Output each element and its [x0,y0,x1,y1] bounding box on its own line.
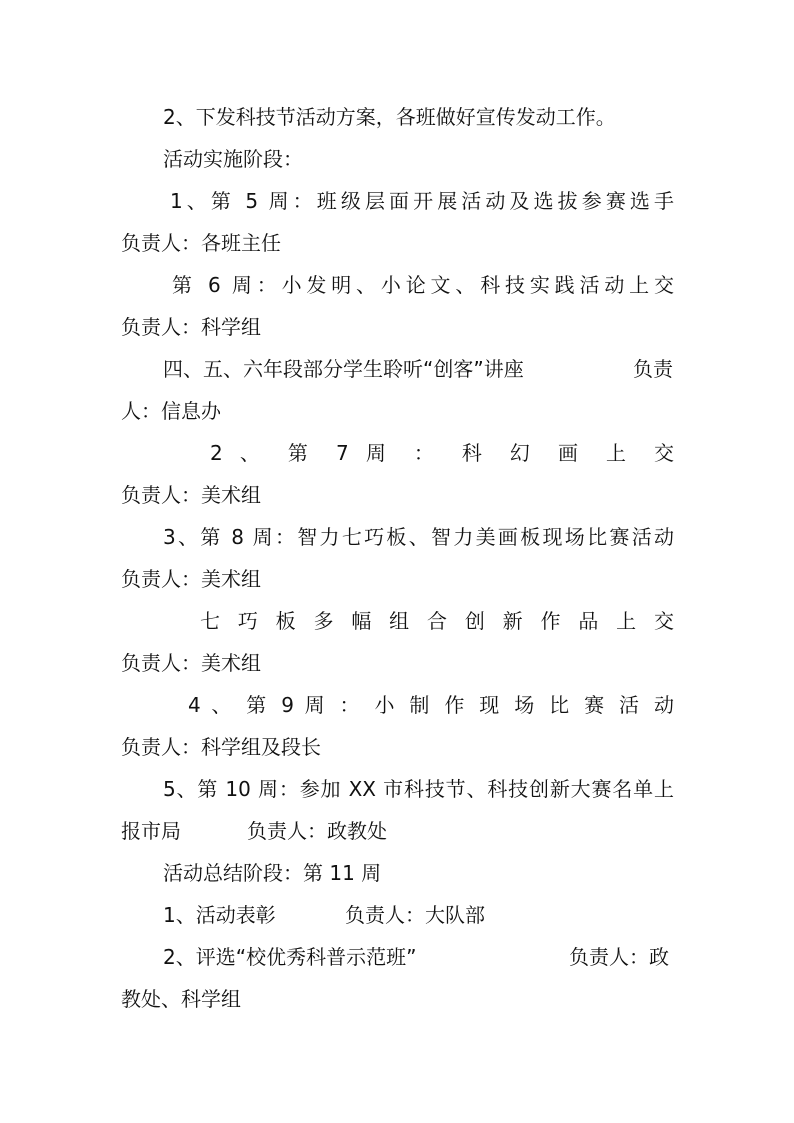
paragraph-line: 负责人：美术组 [121,483,261,507]
paragraph-line [172,273,674,297]
paragraph-line [200,609,674,633]
paragraph-line-right: 负责人：大队部 [345,903,485,927]
paragraph-line-right: 负责人：政 [569,945,669,969]
section-heading: 活动实施阶段： [163,147,303,171]
section-heading: 活动总结阶段：第 11 周 [163,861,382,885]
line-text: 3、第 8 周：智力七巧板、智力美画板现场比赛活动 [163,525,674,549]
line-text: 七 巧 板 多 幅 组 合 创 新 作 品 上 交 [200,609,674,633]
paragraph-line [170,189,674,213]
paragraph-line: 报市局 [121,819,181,843]
line-text: 4 、 第 9 周 ： 小 制 作 现 场 比 赛 活 动 [188,693,674,717]
line-text: 5、第 10 周：参加 XX 市科技节、科技创新大赛名单上 [163,777,674,801]
line-text: 2 、 第 7 周 ： 科 幻 画 上 交 [210,441,674,465]
paragraph-line-right: 负责 [633,357,673,381]
paragraph-line [163,777,674,801]
paragraph-line: 1、活动表彰 [163,903,276,927]
paragraph-line: 负责人：美术组 [121,651,261,675]
paragraph-line: 负责人：科学组 [121,315,261,339]
paragraph-line: 教处、科学组 [121,987,241,1011]
paragraph-line [163,525,674,549]
paragraph-line [210,441,674,465]
line-text: 1、第 5 周：班级层面开展活动及选拔参赛选手 [170,189,674,213]
paragraph-line [188,693,674,717]
paragraph-line: 负责人：各班主任 [121,231,281,255]
paragraph-line: 四、五、六年段部分学生聆听“创客”讲座 [163,357,524,381]
paragraph-line: 负责人：美术组 [121,567,261,591]
paragraph-line: 人：信息办 [121,399,221,423]
paragraph-line-right: 负责人：政教处 [247,819,387,843]
line-text: 第 6 周：小发明、小论文、科技实践活动上交 [172,273,674,297]
paragraph-line: 2、评选“校优秀科普示范班” [163,945,417,969]
paragraph-line: 2、下发科技节活动方案，各班做好宣传发动工作。 [163,105,616,129]
paragraph-line: 负责人：科学组及段长 [121,735,321,759]
